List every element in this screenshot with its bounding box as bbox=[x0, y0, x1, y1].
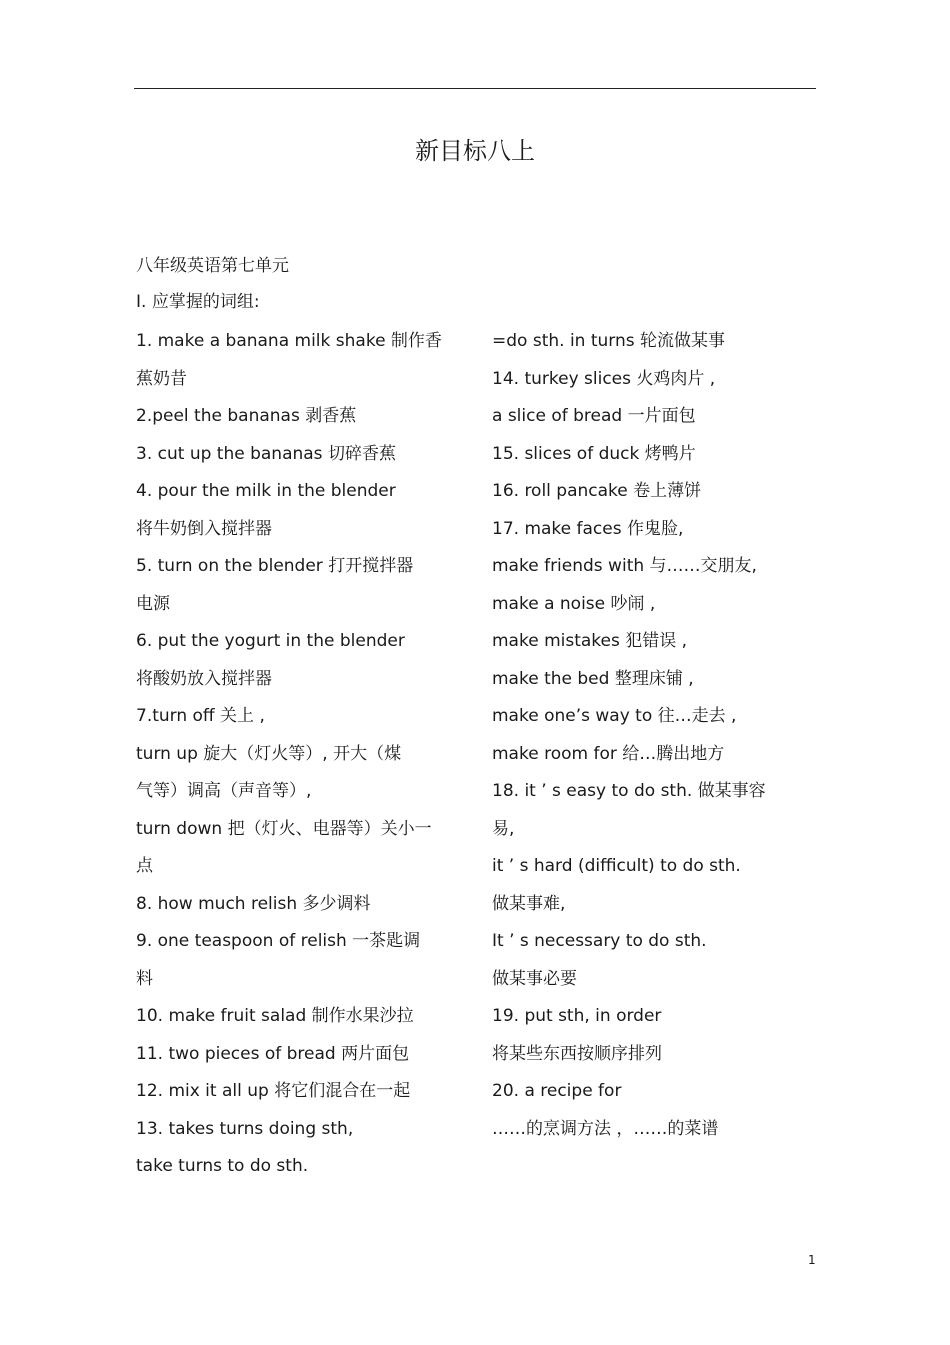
header-rule bbox=[134, 88, 816, 89]
left-column-line: 7.turn off 关上 , bbox=[136, 706, 265, 726]
right-column-line: 做某事必要 bbox=[492, 968, 577, 989]
right-column-line: 易, bbox=[492, 818, 515, 839]
left-column-line: 4. pour the milk in the blender bbox=[136, 481, 396, 501]
left-column-line: 3. cut up the bananas 切碎香蕉 bbox=[136, 443, 396, 464]
right-column-line: make a noise 吵闹 , bbox=[492, 593, 656, 614]
page-number: 1 bbox=[808, 1253, 816, 1267]
page-title: 新目标八上 bbox=[415, 137, 535, 165]
left-column-line: 将酸奶放入搅拌器 bbox=[136, 668, 272, 689]
unit-heading: 八年级英语第七单元 bbox=[136, 256, 289, 276]
right-column-line: 14. turkey slices 火鸡肉片 , bbox=[492, 368, 716, 389]
left-column-line: 5. turn on the blender 打开搅拌器 bbox=[136, 556, 414, 576]
left-column-line: 13. takes turns doing sth, bbox=[136, 1118, 354, 1139]
left-column-line: turn down 把（灯火、电器等）关小一 bbox=[136, 818, 432, 839]
left-column-line: 将牛奶倒入搅拌器 bbox=[136, 518, 272, 539]
left-column bbox=[136, 329, 466, 1192]
left-column-line: 2.peel the bananas 剥香蕉 bbox=[136, 406, 357, 426]
right-column-line: make the bed 整理床铺 , bbox=[492, 668, 694, 689]
left-column-line: turn up 旋大（灯火等）, 开大（煤 bbox=[136, 743, 402, 764]
right-column-line: 20. a recipe for bbox=[492, 1081, 622, 1101]
right-column bbox=[492, 329, 822, 1154]
right-column-line: 做某事难, bbox=[492, 893, 566, 914]
right-column-line: 16. roll pancake 卷上薄饼 bbox=[492, 481, 702, 501]
right-column-line: =do sth. in turns 轮流做某事 bbox=[492, 331, 726, 351]
right-column-line: 15. slices of duck 烤鸭片 bbox=[492, 443, 696, 464]
section-heading: I. 应掌握的词组: bbox=[136, 292, 260, 312]
right-column-line: make mistakes 犯错误 , bbox=[492, 631, 688, 651]
left-column-line: 9. one teaspoon of relish 一茶匙调 bbox=[136, 931, 421, 951]
left-column-line: 料 bbox=[136, 968, 153, 989]
right-column-line: ……的烹调方法 ，……的菜谱 bbox=[492, 1118, 719, 1139]
left-column-line: 点 bbox=[136, 856, 153, 876]
right-column-line: make one’s way to 往…走去 , bbox=[492, 706, 737, 726]
left-column-line: 10. make fruit salad 制作水果沙拉 bbox=[136, 1006, 414, 1026]
right-column-line: 18. it ’ s easy to do sth. 做某事容 bbox=[492, 781, 766, 801]
left-column-line: take turns to do sth. bbox=[136, 1156, 309, 1176]
left-column-line: 6. put the yogurt in the blender bbox=[136, 631, 405, 651]
right-column-line: It ’ s necessary to do sth. bbox=[492, 931, 707, 951]
right-column-line: a slice of bread 一片面包 bbox=[492, 406, 696, 426]
left-column-line: 蕉奶昔 bbox=[136, 368, 187, 389]
left-column-line: 8. how much relish 多少调料 bbox=[136, 893, 371, 914]
right-column-line: make friends with 与……交朋友, bbox=[492, 556, 757, 576]
right-column-line: make room for 给…腾出地方 bbox=[492, 743, 725, 764]
right-column-line: 19. put sth, in order bbox=[492, 1006, 662, 1026]
right-column-line: 将某些东西按顺序排列 bbox=[492, 1043, 662, 1064]
left-column-line: 12. mix it all up 将它们混合在一起 bbox=[136, 1081, 411, 1101]
right-column-line: it ’ s hard (difficult) to do sth. bbox=[492, 856, 741, 876]
left-column-line: 1. make a banana milk shake 制作香 bbox=[136, 331, 442, 351]
left-column-line: 11. two pieces of bread 两片面包 bbox=[136, 1043, 410, 1064]
left-column-line: 电源 bbox=[136, 593, 170, 614]
left-column-line: 气等）调高（声音等）, bbox=[136, 781, 312, 801]
right-column-line: 17. make faces 作鬼脸, bbox=[492, 518, 684, 539]
